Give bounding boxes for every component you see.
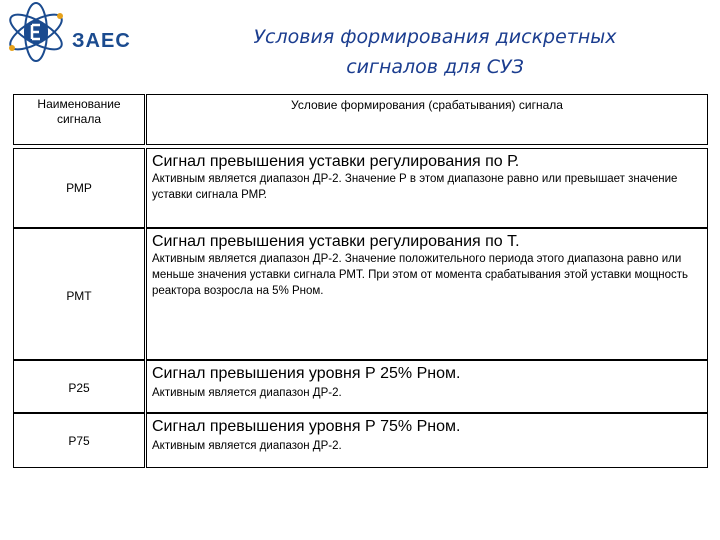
table-row-name-cell bbox=[13, 228, 145, 360]
table-row-condition-cell bbox=[146, 148, 708, 228]
signal-name: Р25 bbox=[68, 381, 90, 395]
column-header-condition bbox=[146, 94, 708, 145]
signal-name: Р75 bbox=[68, 434, 90, 448]
atom-logo-icon bbox=[4, 2, 74, 64]
table-row-name-cell bbox=[13, 360, 145, 413]
signal-title: Сигнал превышения уровня Р 75% Рном. bbox=[152, 418, 461, 435]
table-row-name-cell bbox=[13, 413, 145, 468]
signal-title: Сигнал превышения уставки регулирования по Р. bbox=[152, 153, 520, 170]
logo bbox=[4, 2, 136, 64]
table-row-condition-cell bbox=[146, 228, 708, 360]
signal-name: РМР bbox=[66, 181, 92, 195]
signal-description: Активным является диапазон ДР-2. Значение Р в этом диапазоне равно или превышает значение уставки сигнала РМР. bbox=[152, 173, 678, 201]
table-row-condition-cell bbox=[146, 413, 708, 468]
table-row-name-cell bbox=[13, 148, 145, 228]
signal-description: Активным является диапазон ДР-2. Значение положительного периода этого диапазона равно или меньше значения уставки сигнала РМТ. При этом от момента срабатывания этой уставки мощность реактора возросла на 5% Рном. bbox=[152, 253, 689, 297]
signal-title: Сигнал превышения уровня Р 25% Рном. bbox=[152, 365, 461, 382]
signal-name: РМТ bbox=[66, 289, 92, 303]
logo-text: ЗАЕС bbox=[72, 30, 131, 52]
column-header-condition-text: Условие формирования (срабатывания) сигнала bbox=[291, 98, 563, 112]
column-header-name bbox=[13, 94, 145, 145]
signal-description: Активным является диапазон ДР-2. bbox=[152, 387, 342, 399]
column-header-name-text: Наименование сигнала bbox=[37, 97, 121, 126]
table-row-condition-cell bbox=[146, 360, 708, 413]
signal-title: Сигнал превышения уставки регулирования по Т. bbox=[152, 233, 520, 250]
title-line-1: Условия формирования дискретных bbox=[253, 26, 617, 48]
page-title bbox=[200, 22, 670, 82]
signal-description: Активным является диапазон ДР-2. bbox=[152, 440, 342, 452]
title-line-2: сигналов для СУЗ bbox=[346, 56, 524, 78]
